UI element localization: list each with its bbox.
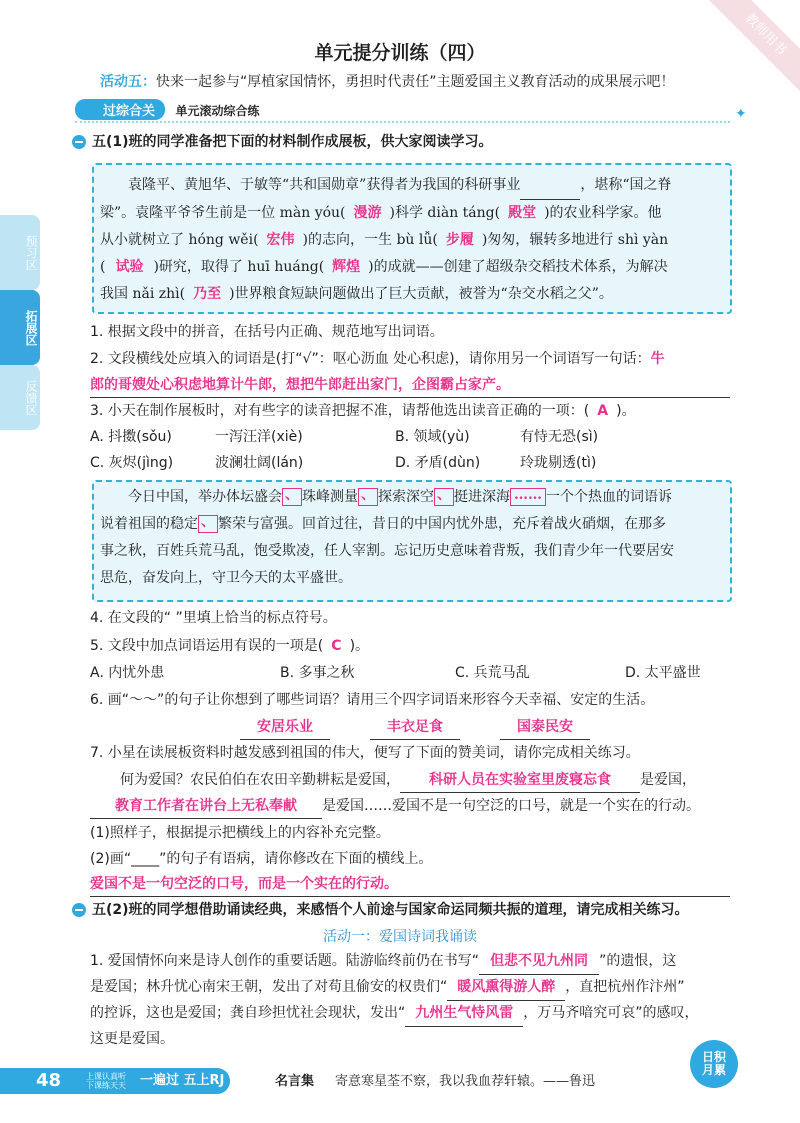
- passage-text: 袁隆平、黄旭华、于敏等“共和国勋章”获得者为我国的科研事业: [128, 177, 521, 193]
- question-1: 1. 根据文段中的拼音，在括号内正确、规范地写出词语。: [90, 324, 444, 340]
- page-number: 48: [36, 1070, 62, 1091]
- passage-text: 探索深空: [378, 489, 434, 505]
- question-5-end: )。: [349, 638, 370, 654]
- activity-label: 活动五：: [100, 74, 156, 90]
- q6-answers: [240, 715, 590, 740]
- punct-box[interactable]: 、: [434, 488, 454, 506]
- blank-line[interactable]: [520, 172, 580, 200]
- sidetab-extend[interactable]: [0, 290, 40, 365]
- question-6: 6. 画“～～”的句子让你想到了哪些词语？请用三个四字词语来形容今天幸福、安定的生活。: [90, 692, 655, 708]
- passage-text: (: [100, 259, 106, 275]
- passage-text: 说着祖国的稳定: [100, 516, 198, 532]
- q5-option[interactable]: A. 内忧外患: [90, 665, 165, 681]
- answer-bulv[interactable]: 步履: [445, 232, 474, 248]
- sidetab-label: 反馈区: [24, 379, 38, 416]
- stamp-circle: [690, 1040, 738, 1088]
- q7-text: 是爱国，: [640, 772, 696, 788]
- p2-text: 的控诉，这也是爱国；龚自珍担忧社会现状，发出“: [90, 1005, 406, 1021]
- passage-text: 梁”。袁隆平爷爷生前是一位 màn yóu(: [100, 205, 346, 221]
- footer-badge: 上课认真听 下课练天天: [86, 1072, 126, 1090]
- answer-shiyan[interactable]: 试验: [115, 259, 144, 275]
- passage-text: ，堪称“国之脊: [580, 177, 672, 193]
- q7-paragraph-l2: [90, 794, 700, 819]
- minus-circle-icon: [72, 135, 86, 149]
- passage-text: 珠峰测量: [302, 489, 358, 505]
- sidetab-label: 预习区: [24, 234, 38, 271]
- q7-answer3-line[interactable]: [90, 872, 730, 897]
- answer-hongwei[interactable]: 宏伟: [266, 232, 295, 248]
- q5-option[interactable]: C. 兵荒马乱: [455, 665, 530, 681]
- punct-box[interactable]: ……: [510, 488, 546, 506]
- question-3-end: )。: [616, 403, 636, 419]
- answer-naizhi[interactable]: 乃至: [193, 286, 222, 302]
- q3-option[interactable]: 有恃无恐(sì): [520, 429, 599, 445]
- answer-q3[interactable]: A: [597, 403, 609, 419]
- answer-q6[interactable]: 国泰民安: [500, 715, 590, 740]
- answer-q6[interactable]: 安居乐业: [240, 715, 330, 740]
- q3-option[interactable]: C. 灰烬(jìng): [90, 455, 174, 471]
- activity-line: [100, 70, 675, 94]
- question-2-answer[interactable]: [90, 373, 730, 398]
- question-2: [90, 347, 665, 371]
- question-3-text: 3. 小天在制作展板时，对有些字的读音把握不准，请帮他选出读音正确的一项：(: [90, 403, 590, 419]
- q7-paragraph-l1: [120, 768, 696, 793]
- section-tag: 过综合关: [75, 99, 165, 120]
- q7-sub2: (2)画“____”的句子有语病，请你修改在下面的横线上。: [90, 851, 433, 867]
- answer-q5[interactable]: C: [331, 638, 342, 654]
- q3-option[interactable]: B. 领域(yù): [395, 429, 470, 445]
- sidetab-feedback[interactable]: [0, 365, 40, 430]
- sidetab-preview[interactable]: [0, 215, 40, 290]
- q5-option[interactable]: B. 多事之秋: [280, 665, 355, 681]
- answer-p2-3[interactable]: 九州生气恃风雷: [405, 1001, 523, 1027]
- q5-options: [90, 661, 730, 685]
- p2-text: ”的遗恨，这: [599, 953, 677, 969]
- activity-text: 快来一起参与“厚植家国情怀，勇担时代责任”主题爱国主义教育活动的成果展示吧！: [156, 74, 675, 90]
- quote-text: 寄意寒星荃不察，我以我血荐轩辕。——鲁迅: [335, 1074, 596, 1089]
- passage-text: 事之秋，百姓兵荒马乱，饱受欺凌，任人宰割。忘记历史意味着背叛，我们青少年一代要居安: [100, 543, 674, 559]
- answer-q2-part2[interactable]: 郎的哥嫂处心积虑地算计牛郎，想把牛郎赶出家门，企图霸占家产。: [90, 377, 510, 393]
- passage2: [100, 484, 722, 592]
- p2-text: ，直把杭州作汴州”: [565, 979, 685, 995]
- passage-text: 思危，奋发向上，守卫今天的太平盛世。: [100, 570, 352, 586]
- passage-text: )匆匆，辗转多地进行 shì yàn: [481, 232, 669, 248]
- passage-text: )世界粮食短缺问题做出了巨大贡献，被誉为“杂交水稻之父”。: [229, 286, 613, 302]
- question-5-text: 5. 文段中加点词语运用有误的一项是(: [90, 638, 324, 654]
- answer-p2-2[interactable]: 暖风熏得游人醉: [447, 975, 565, 1001]
- q3-option-row: [90, 425, 730, 449]
- passage-text: )的志向，一生 bù lǚ(: [302, 232, 438, 248]
- answer-q2-part1[interactable]: 牛: [650, 351, 665, 367]
- q5-option[interactable]: D. 太平盛世: [625, 665, 701, 681]
- passage-text: )的成就——创建了超级杂交稻技术体系，为解决: [368, 259, 668, 275]
- question-2-text: 2. 文段横线处应填入的词语是(打“√”：呕心沥血 处心积虑)，请你用另一个词语写一句话：: [90, 351, 651, 367]
- q3-option[interactable]: 波澜壮阔(lán): [215, 455, 304, 471]
- stamp-label: 日积月累: [701, 1050, 726, 1077]
- q3-option-row: [90, 451, 730, 475]
- passage1: [100, 172, 722, 308]
- question-3: [90, 399, 636, 423]
- passage-text: )的农业科学家。他: [544, 205, 662, 221]
- part2-activity: 活动一：爱国诗词我诵读: [323, 929, 477, 945]
- question-4: 4. 在文段的“ ”里填上恰当的标点符号。: [90, 610, 337, 626]
- footer-bar: [0, 1050, 800, 1100]
- q7-text: 是爱国……爱国不是一句空泛的口号，就是一个实在的行动。: [322, 798, 700, 814]
- page-title: 单元提分训练（四）: [314, 42, 486, 64]
- p2-text: 1. 爱国情怀向来是诗人创作的重要话题。陆游临终前仍在书写“: [90, 953, 480, 969]
- brand-label: 一遍过 五上RJ: [140, 1073, 225, 1088]
- answer-p2-1[interactable]: 但悲不见九州同: [479, 949, 599, 975]
- passage-text: 繁荣与富强。回首过往，昔日的中国内忧外患，充斥着战火硝烟，在那多: [218, 516, 666, 532]
- question-5: [90, 634, 369, 658]
- answer-diantang[interactable]: 殿堂: [508, 205, 537, 221]
- q3-option[interactable]: 玲珑剔透(tì): [520, 455, 597, 471]
- part2-intro: [72, 898, 689, 922]
- passage-text: )研究，取得了 huī huáng(: [153, 259, 325, 275]
- answer-manyou[interactable]: 漫游: [353, 205, 382, 221]
- p2-text: ，万马齐喑究可哀”的感叹，: [523, 1005, 699, 1021]
- answer-q7-3[interactable]: 爱国不是一句空泛的口号，而是一个实在的行动。: [90, 876, 398, 892]
- answer-q6[interactable]: 丰衣足食: [370, 715, 460, 740]
- q3-option[interactable]: 一泻汪洋(xiè): [215, 429, 303, 445]
- q3-option[interactable]: D. 矛盾(dùn): [395, 455, 481, 471]
- q3-option[interactable]: A. 抖擞(sǒu): [90, 429, 172, 445]
- section-tag-bar: [75, 99, 730, 123]
- corner-stamp: 教师用书: [708, 0, 800, 92]
- sidetab-label: 拓展区: [24, 309, 38, 346]
- part2-q1: [90, 949, 735, 1052]
- punct-box[interactable]: 、: [282, 488, 302, 506]
- question-7: 7. 小星在读展板资料时越发感到祖国的伟大，便写了下面的赞美词，请你完成相关练习。: [90, 745, 640, 761]
- part1-intro-text: 五(1)班的同学准备把下面的材料制作成展板，供大家阅读学习。: [92, 134, 493, 150]
- passage-text: 挺进深海: [454, 489, 510, 505]
- passage-text: 一个个热血的词语诉: [546, 489, 672, 505]
- p2-text: 是爱国；林升忧心南宋王朝，发出了对苟且偷安的权贵们“: [90, 979, 448, 995]
- part2-intro-text: 五(2)班的同学想借助诵读经典，来感悟个人前途与国家命运同频共振的道理，请完成相关练习。: [92, 902, 689, 918]
- punct-box[interactable]: 、: [198, 515, 218, 533]
- answer-q7-2[interactable]: 教育工作者在讲台上无私奉献: [90, 794, 322, 819]
- punct-box[interactable]: 、: [358, 488, 378, 506]
- passage-text: 从小就树立了 hóng wěi(: [100, 232, 259, 248]
- q7-sub1: (1)照样子，根据提示把横线上的内容补充完整。: [90, 825, 390, 841]
- q7-text: 何为爱国？农民伯伯在农田辛勤耕耘是爱国，: [120, 772, 400, 788]
- section-sub: 单元滚动综合练: [175, 104, 260, 118]
- answer-q7-1[interactable]: 科研人员在实验室里废寝忘食: [400, 768, 640, 793]
- quote-label: 名言集: [275, 1074, 315, 1089]
- passage-text: 今日中国，举办体坛盛会: [128, 489, 282, 505]
- p2-text: 这更是爱国。: [90, 1031, 174, 1047]
- answer-huihuang[interactable]: 辉煌: [332, 259, 361, 275]
- passage-text: 我国 nǎi zhì(: [100, 286, 186, 302]
- star-icon: ✦: [735, 106, 747, 122]
- passage-text: )科学 diàn táng(: [389, 205, 501, 221]
- minus-circle-icon: [72, 903, 86, 917]
- part1-intro: [72, 130, 493, 154]
